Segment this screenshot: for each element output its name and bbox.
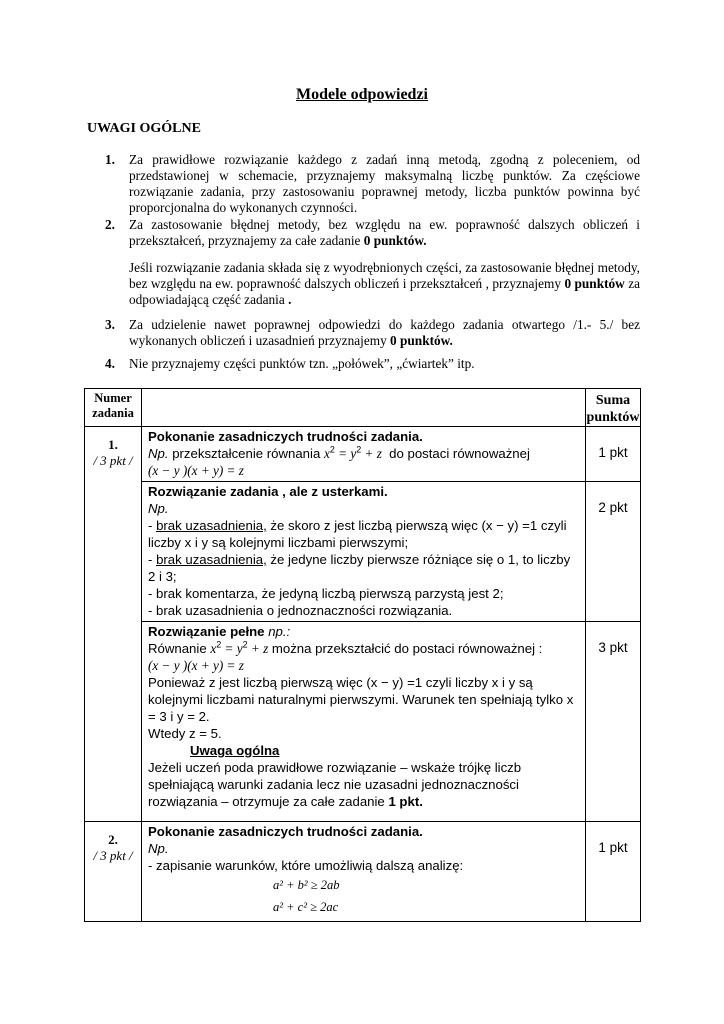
rule-points: 0 punktów. bbox=[363, 233, 427, 248]
underlined-text: brak uzasadnienia, bbox=[156, 552, 267, 567]
rule-number: 3. bbox=[105, 317, 115, 332]
inequality: a² + b² ≥ 2ab bbox=[273, 878, 340, 892]
criterion-title: Rozwiązanie zadania , ale z usterkami. bbox=[148, 484, 388, 499]
np-label: np.: bbox=[268, 624, 291, 639]
header-task-number: Numer zadania bbox=[85, 389, 142, 427]
rule-number: 1. bbox=[105, 152, 115, 167]
list-item: - brak komentarza, że jedyną liczbą pierwszą parzystą jest 2; bbox=[148, 586, 504, 601]
inequality: a² + c² ≥ 2ac bbox=[273, 900, 339, 914]
rule-text: Nie przyznajemy części punktów tzn. „połówek”, „ćwiartek” itp. bbox=[129, 356, 475, 371]
note-tail: za odpowiadającą część zadania bbox=[129, 276, 641, 307]
note-text: Jeśli rozwiązanie zadania składa się z wyodrębnionych części, za zastosowanie błędnej metody, bez względu na ew. poprawność dalszych obliczeń i przekształceń , przyznajemy bbox=[129, 260, 640, 291]
rule-text: Za udzielenie nawet poprawnej odpowiedzi do każdego zadania otwartego /1.- 5./ bez wykonanych obliczeń i uzasadnień przyznajemy bbox=[129, 317, 640, 348]
eq-part: = y bbox=[221, 641, 243, 656]
rule-2-note bbox=[129, 260, 640, 308]
table-row bbox=[85, 482, 641, 622]
table-header-row bbox=[85, 389, 641, 427]
criterion-3 bbox=[142, 622, 586, 822]
rule-points: 0 punktów. bbox=[390, 333, 453, 348]
rule-1 bbox=[105, 152, 640, 216]
note-points: 0 punktów bbox=[564, 276, 625, 291]
equation: (x − y )(x + y) = z bbox=[148, 463, 244, 478]
underlined-text: brak uzasadnienia, bbox=[156, 518, 267, 533]
header-points-sum: Suma punktów bbox=[586, 389, 641, 427]
note-end: . bbox=[288, 292, 292, 307]
criterion-line: Np. przekształcenie równania $x^2 = y^2 + z$ do postaci równoważnej bbox=[148, 444, 530, 461]
task-1-cell bbox=[85, 427, 142, 822]
points-cell: 2 pkt bbox=[586, 482, 641, 622]
task-number: 1. bbox=[108, 437, 118, 452]
rule-text: Za zastosowanie błędnej metody, bez względu na ew. poprawność dalszych obliczeń i przekształceń, przyznajemy za całe zadanie bbox=[129, 217, 640, 248]
rule-3 bbox=[105, 317, 640, 349]
remark-text: Jeżeli uczeń poda prawidłowe rozwiązanie – wskaże trójkę liczb spełniającą warunki zadania lecz nie uzasadni jednoznaczności rozwiązania – otrzymuje za całe zadanie 1 pkt. bbox=[148, 760, 522, 809]
criterion-2 bbox=[142, 482, 586, 622]
table-row bbox=[85, 622, 641, 822]
task-max-points: / 3 pkt / bbox=[93, 848, 133, 863]
eq-part: x bbox=[323, 446, 330, 461]
eq-part: x bbox=[210, 641, 217, 656]
solution-paragraph: Ponieważ z jest liczbą pierwszą więc (x − y) =1 czyli liczby x i y są kolejnymi liczbami naturalnymi pierwszymi. Warunek ten spełniają tylko x = 3 i y = 2. bbox=[148, 675, 574, 724]
task-number: 2. bbox=[108, 832, 118, 847]
grading-table bbox=[84, 388, 641, 922]
item-text: że skoro z jest liczbą pierwszą więc (x − y) =1 czyli liczby x i y są kolejnymi liczbami pierwszymi; bbox=[148, 518, 567, 550]
criterion-task2 bbox=[142, 822, 586, 922]
rule-number: 4. bbox=[105, 356, 115, 371]
table-row bbox=[85, 822, 641, 922]
np-label: Np. bbox=[148, 841, 169, 856]
page-title: Modele odpowiedzi bbox=[296, 86, 428, 103]
np-label: Np. bbox=[148, 446, 169, 461]
rule-text: Za prawidłowe rozwiązanie każdego z zadań inną metodą, zgodną z poleceniem, od przedstawionej w schemacie, przyznajemy maksymalną liczbę punktów. Za częściowe rozwiązanie zadania, przy zastosowaniu poprawnej metody, liczba punktów powinna być proporcjonalna do wykonanych czynności. bbox=[129, 152, 640, 215]
points-cell: 3 pkt bbox=[586, 622, 641, 822]
table-row bbox=[85, 427, 641, 482]
item-text: że jedyne liczby pierwsze różniące się o 1, to liczby 2 i 3; bbox=[148, 552, 571, 584]
eq-part: + z bbox=[247, 641, 269, 656]
equation: (x − y )(x + y) = z bbox=[148, 658, 244, 673]
line-tail: do postaci równoważnej bbox=[389, 446, 530, 461]
solution-paragraph: Wtedy z = 5. bbox=[148, 726, 222, 741]
criterion-1 bbox=[142, 427, 586, 482]
criterion-title: Pokonanie zasadniczych trudności zadania. bbox=[148, 824, 423, 839]
section-heading: UWAGI OGÓLNE bbox=[87, 121, 201, 136]
task-max-points: / 3 pkt / bbox=[93, 453, 133, 468]
line-text: przekształcenie równania bbox=[172, 446, 321, 461]
points-cell: 1 pkt bbox=[586, 427, 641, 482]
criterion-title: Pokonanie zasadniczych trudności zadania. bbox=[148, 429, 423, 444]
criterion-title: Rozwiązanie pełne bbox=[148, 624, 265, 639]
rule-number: 2. bbox=[105, 217, 115, 232]
eq-part: + z bbox=[361, 446, 382, 461]
list-item: - brak uzasadnienia, że skoro z jest liczbą pierwszą więc (x − y) =1 czyli liczby x i y są kolejnymi liczbami pierwszymi; bbox=[148, 518, 567, 550]
criterion-line: Równanie $x^2 = y^2 + z$ można przekształcić do postaci równoważnej : bbox=[148, 639, 543, 656]
criterion-line: - zapisanie warunków, które umożliwią dalszą analizę: bbox=[148, 858, 464, 873]
list-item: - brak uzasadnienia, że jedyne liczby pierwsze różniące się o 1, to liczby 2 i 3; bbox=[148, 552, 571, 584]
task-2-cell bbox=[85, 822, 142, 922]
np-label: Np. bbox=[148, 501, 169, 516]
points-cell: 1 pkt bbox=[586, 822, 641, 922]
remark-heading: Uwaga ogólna bbox=[190, 743, 280, 758]
rule-2 bbox=[105, 217, 640, 249]
remark-points: 1 pkt. bbox=[388, 794, 423, 809]
header-blank bbox=[142, 389, 586, 427]
rule-4 bbox=[105, 356, 640, 372]
eq-part: = y bbox=[334, 446, 357, 461]
list-item: - brak uzasadnienia o jednoznaczności rozwiązania. bbox=[148, 603, 453, 618]
